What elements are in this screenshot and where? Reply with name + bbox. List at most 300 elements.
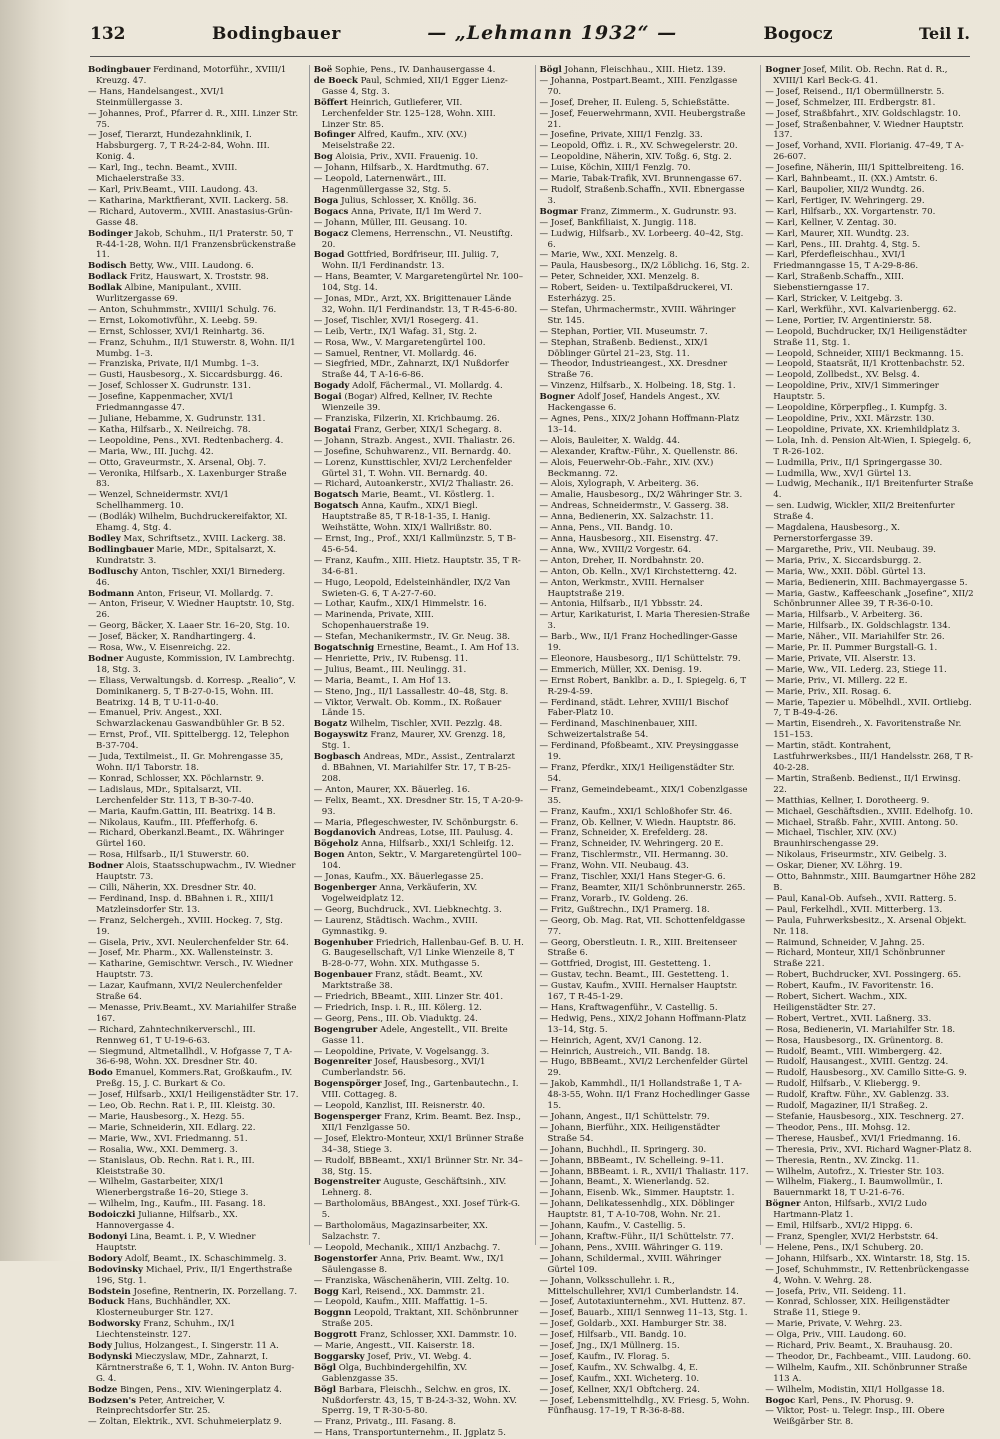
directory-entry (765, 479, 976, 501)
directory-entry (765, 359, 976, 370)
directory-entry (88, 370, 299, 381)
directory-entry (88, 1210, 299, 1232)
directory-entry (540, 807, 751, 818)
directory-entry (88, 643, 299, 654)
directory-entry (314, 687, 525, 698)
entry-details: Franz, Schuhm., IX/1 Liechtensteinstr. 127. (96, 1319, 236, 1341)
directory-entry (540, 174, 751, 185)
entry-details: — Richard, Autoankerstr., XVI/2 Thaliastr. 26. (313, 479, 514, 490)
entry-details: — Marie, Hilfsarb., IX. Goldschlagstr. 134. (765, 621, 951, 632)
entry-details: — Olga, Priv., VIII. Laudong. 60. (765, 1330, 907, 1341)
directory-entry (765, 818, 976, 829)
directory-entry (765, 120, 976, 142)
directory-entry (88, 381, 299, 392)
directory-entry (88, 981, 299, 1003)
directory-entry (88, 1101, 299, 1112)
directory-entry (765, 1057, 976, 1068)
entry-details: — Alois, Feuerwehr-Ob.-Fahr., XIV. (XV.) Beckmanng. 72. (539, 457, 714, 479)
directory-entry (540, 883, 751, 894)
directory-entry (765, 381, 976, 403)
entry-details: — Karl, Straßenb.Schaffn., XIII. Siebenstierngasse 17. (765, 272, 904, 294)
entry-details: — Leopoldine, Pens., XVI. Redtenbacherg. 4. (88, 435, 284, 446)
entry-details: — Marie, Angestt., VII. Kaiserstr. 18. (313, 1341, 475, 1352)
entry-details: — Rudolf, Hilfsarb., V. Kliebergg. 9. (765, 1079, 921, 1090)
directory-entry (88, 447, 299, 458)
entry-details: — Georg, Pens., III. Ob. Viaduktg. 24. (313, 1013, 478, 1024)
directory-entry (765, 414, 976, 425)
directory-entry (765, 981, 976, 992)
entry-details: — Anton, Werkmstr., XVIII. Hernalser Hauptstraße 219. (539, 577, 704, 599)
directory-entry (540, 185, 751, 207)
directory-entry (88, 1090, 299, 1101)
directory-entry (88, 1068, 299, 1090)
directory-entry (540, 1276, 751, 1298)
entry-details: — Josef, Tischler, XVI/1 Rosegerg. 41. (313, 315, 479, 326)
directory-entry (540, 828, 751, 839)
directory-entry (88, 87, 299, 109)
entry-details: — Leopold, Kanzlist, III. Reisnerstr. 40. (313, 1101, 486, 1112)
directory-entry (540, 785, 751, 807)
directory-entry (540, 1003, 751, 1014)
entry-details: — Gustav, techn. Beamt., III. Gestetteng. 1. (539, 970, 729, 981)
directory-entry (314, 785, 525, 796)
directory-entry (540, 599, 751, 610)
directory-entry (88, 163, 299, 185)
directory-entry (540, 490, 751, 501)
directory-entry (314, 163, 525, 174)
directory-entry (765, 501, 976, 523)
directory-entry (765, 992, 976, 1014)
directory-entry (765, 610, 976, 621)
entry-details: — Ludwig, Mechanik., II/1 Breitenfurter Straße 4. (765, 479, 974, 501)
directory-entry (765, 938, 976, 949)
directory-entry (540, 272, 751, 283)
entry-details: — Raimund, Schneider, V. Jahng. 25. (765, 937, 925, 948)
directory-entry (540, 141, 751, 152)
directory-entry (765, 196, 976, 207)
directory-entry (540, 1319, 751, 1330)
directory-entry (540, 163, 751, 174)
entry-details: — Josef, Elektro-Monteur, XXI/1 Brünner Straße 34–38, Stiege 3. (313, 1133, 524, 1155)
directory-entry (88, 567, 299, 589)
directory-entry (765, 741, 976, 774)
entry-details: — Viktor, Verwalt. Ob. Komm., IX. Roßauer Lände 15. (313, 697, 502, 719)
directory-entry (88, 469, 299, 491)
directory-entry (88, 1254, 299, 1265)
entry-details: — Richard, Monteur, XII/1 Schönbrunner Straße 221. (765, 948, 945, 970)
directory-entry (765, 872, 976, 894)
directory-entry (540, 229, 751, 251)
directory-entry (540, 327, 751, 338)
entry-surname: Bogbasch (313, 752, 361, 763)
directory-entry (88, 948, 299, 959)
header-title: — „Lehmann 1932“ — (427, 22, 678, 44)
entry-details: — Anton, Schuhmmstr., XVIII/1 Schulg. 76. (88, 304, 277, 315)
directory-entry (88, 807, 299, 818)
directory-entry (88, 774, 299, 785)
directory-entry (88, 938, 299, 949)
entry-surname: Bodner (88, 861, 124, 872)
entry-surname: de Boeck (313, 75, 358, 86)
entry-details: — Maria, Priv., X. Siccardsburgg. 2. (765, 555, 922, 566)
entry-details: — Johann, Buchhdl., II. Springerg. 30. (539, 1144, 707, 1155)
entry-details: — Maria, Ww., III. Juchg. 42. (88, 446, 214, 457)
entry-details: — Ernst, Ing., Prof., XXI/1 Kallmünzstr. 5, T B-45-6-54. (313, 533, 516, 555)
directory-entry (314, 665, 525, 676)
entry-details: — Marie, Priv., VI. Millerg. 22 E. (765, 675, 908, 686)
entry-details: — Franz, Schneider, X. Erefelderg. 28. (539, 828, 708, 839)
entry-details: — Steno, Jng., II/1 Lassallestr. 40–48, Stg. 8. (313, 686, 509, 697)
entry-details: — Josefine, Kappenmacher, XVI/1 Friedmanngasse 47. (88, 392, 234, 414)
entry-details: — Margarethe, Priv., VII. Neubaug. 39. (765, 544, 937, 555)
entry-surname: Bögner (765, 1199, 801, 1210)
entry-details: — Amalie, Hausbesorg., IX/2 Währinger Str. 3. (539, 490, 743, 501)
entry-details: — Laurenz, Städtisch. Wachm., XVIII. Gymnastikg. 9. (313, 915, 478, 937)
entry-details: — Helene, Pens., IX/1 Schuberg. 20. (765, 1242, 924, 1253)
directory-entry (88, 621, 299, 632)
directory-entry (765, 643, 976, 654)
directory-entry (540, 981, 751, 1003)
directory-entry (540, 1352, 751, 1363)
directory-entry (540, 916, 751, 938)
entry-details: — Johann, Pens., XVIII. Währinger G. 119. (539, 1242, 723, 1253)
entry-details: — Ernst, Prof., VII. Spittelbergg. 12, Telephon B-37-704. (88, 730, 290, 752)
directory-entry (765, 436, 976, 458)
directory-entry (314, 1101, 525, 1112)
entry-details: — Karl, Baupolier, XII/2 Wundtg. 26. (765, 184, 925, 195)
directory-entry (765, 1406, 976, 1428)
entry-details: — Michael, Geschäftsdien., XVIII. Edelhofg. 10. (765, 806, 973, 817)
entry-details: — (Bodlák) Wilhelm, Buchdruckereifaktor, XI. Ehamg. 4, Stg. 4. (88, 512, 288, 534)
entry-details: — Luise, Köchin, XIII/1 Fenzlg. 70. (539, 163, 691, 174)
directory-entry (765, 850, 976, 861)
directory-entry (765, 1145, 976, 1156)
entry-details: — Rosa, Hilfsarb., II/1 Stuwerstr. 60. (88, 850, 249, 861)
entry-details: — Viktor, Post- u. Telegr. Insp., III. Obere Weißgärber Str. 8. (765, 1406, 945, 1428)
entry-details: — Johann, Angest., II/1 Schüttelstr. 79. (539, 1112, 710, 1122)
directory-entry (540, 283, 751, 305)
entry-details: — Franz, Privatg., III. Fasang. 8. (313, 1417, 456, 1428)
entry-details: — Johann, Müller, III. Geusang. 10. (313, 217, 468, 228)
entry-details: — Artur, Karikaturist, I. Maria Theresien-Straße 3. (539, 610, 750, 632)
entry-details: — Siegfried, MDr., Zahnarzt, IX/1 Nußdorfer Straße 44, T A-16-6-86. (313, 359, 509, 381)
entry-details: — Josef, Schlosser X. Gudrunstr. 131. (88, 381, 251, 392)
directory-entry (88, 654, 299, 676)
directory-entry (540, 305, 751, 327)
entry-details: — Gustav, Kaufm., XVIII. Hernalser Hauptstr. 167, T R-45-1-29. (539, 981, 738, 1003)
entry-details: — Johann, BBBeamt., IV. Schelleing. 9–11. (539, 1155, 724, 1166)
directory-entry (314, 534, 525, 556)
directory-entry (314, 610, 525, 632)
columns-container (88, 65, 977, 1439)
entry-details: — Zoltan, Elektrik., XVI. Schuhmeierplatz 9. (88, 1417, 282, 1428)
entry-details: — Ferdinand, Insp. d. BBahnen i. R., XIII/1 Matzleinsdorfer Str. 13. (88, 893, 275, 915)
directory-entry (765, 621, 976, 632)
directory-entry (765, 523, 976, 545)
entry-details: — Samuel, Rentner, VI. Mollardg. 46. (313, 348, 477, 359)
directory-entry (540, 1363, 751, 1374)
entry-details: — Leopoldine, Private, V. Vogelsangg. 3. (313, 1046, 490, 1057)
directory-entry (88, 185, 299, 196)
directory-entry (88, 512, 299, 534)
directory-entry (765, 458, 976, 469)
entry-details: — Anton, Maurer, XX. Bäuerleg. 16. (313, 784, 471, 795)
entry-details: — Josefine, Private, XIII/1 Fenzlg. 33. (539, 130, 703, 141)
entry-details: — Friedrich, Insp. i. R., III. Kölerg. 12. (313, 1002, 482, 1013)
entry-details: — Leopoldine, Priv., XIV/1 Simmeringer Hauptstr. 5. (765, 381, 939, 403)
entry-details: — Fritz, Gußtrechn., IX/1 Pramerg. 18. (539, 904, 710, 915)
entry-details: — Wilhelm, Kaufm., XII. Schönbrunner Straße 113 A. (765, 1362, 968, 1384)
directory-entry (540, 1188, 751, 1199)
entry-details: — Johann, Strazb. Angest., XVII. Thaliastr. 26. (313, 435, 516, 446)
entry-details: Clemens, Herrenschn., VI. Neustiftg. 20. (321, 228, 513, 250)
entry-details: — Konrad, Schlosser, XX. Pöchlarnstr. 9. (88, 773, 264, 784)
entry-details: — Matthias, Kellner, I. Dorotheerg. 9. (765, 795, 930, 806)
directory-entry (540, 1221, 751, 1232)
directory-entry (540, 1308, 751, 1319)
directory-entry (314, 1287, 525, 1298)
entry-surname: Bögl (313, 1362, 337, 1373)
directory-entry (88, 392, 299, 414)
entry-details: — Rosa, Ww., V. Margaretengürtel 100. (313, 337, 486, 348)
entry-details: — Leopold, Buchdrucker, IX/1 Heiligenstädter Straße 11, Stg. 1. (765, 326, 967, 348)
directory-entry (88, 1319, 299, 1341)
entry-surname: Bodluschy (88, 566, 138, 577)
entry-surname: Bodisch (88, 261, 127, 272)
entry-surname: Bogai (313, 392, 342, 403)
directory-entry (540, 512, 751, 523)
entry-details: — Franz, Pferdkr., XIX/1 Heiligenstädter Str. 54. (539, 763, 735, 784)
directory-entry (314, 152, 525, 163)
entry-details: Emanuel, Kommers.Rat, Großkaufm., IV. Preßg. 15, J. C. Burkart & Co. (96, 1068, 293, 1090)
entry-details: Heinrich, Gutlieferer, VII. Lerchenfelder Str. 125–128, Wohn. XIII. Linzer Str. 85. (321, 97, 496, 130)
directory-entry (314, 338, 525, 349)
directory-entry (540, 1385, 751, 1396)
directory-entry (540, 763, 751, 785)
entry-details: — Franziska, Private, II/1 Mumbg. 1–3. (88, 359, 259, 370)
directory-entry (314, 643, 525, 654)
directory-entry (540, 905, 751, 916)
directory-entry (314, 1276, 525, 1287)
directory-entry (765, 632, 976, 643)
directory-entry (314, 327, 525, 338)
directory-entry (540, 338, 751, 360)
directory-entry (765, 174, 976, 185)
directory-entry (88, 490, 299, 512)
directory-entry (540, 76, 751, 98)
entry-details: — Franz, Gemeindebeamt., XIX/1 Cobenzlgasse 35. (539, 784, 748, 806)
entry-details: — Josef, Lebensmittelhdlg., XV. Friesg. 5, Wohn. Fünfhausg. 17–19, T R-36-8-88. (539, 1395, 750, 1417)
entry-details: — Nikolaus, Kaufm., III. Pfefferhofg. 6. (88, 817, 258, 828)
entry-details: Gottfried, Bordfriseur, III. Juliig. 7, Wohn. II/1 Ferdinandstr. 13. (321, 250, 499, 272)
entry-details: — Josef, Schuhmmstr., IV. Rettenbrückengasse 4, Wohn. V. Wehrg. 28. (765, 1264, 969, 1286)
directory-entry (540, 1123, 751, 1145)
entry-details: — Josef, Bankfiliaist, X. Jungig. 118. (539, 217, 697, 228)
entry-details: Alois, Staatsschupwachm., IV. Wiedner Hauptstr. 73. (96, 861, 296, 883)
directory-entry (540, 359, 751, 381)
directory-entry (765, 1243, 976, 1254)
entry-details: — Wenzel, Schneidermstr. XVI/1 Schellhammerg. 10. (88, 490, 229, 512)
entry-details: — Martin, städt. Kontrahent, Lastfuhrwerksbes., III/1 Handelsstr. 268, T R-40-2-28. (765, 741, 974, 773)
directory-entry (314, 98, 525, 131)
entry-surname: Bodynski (88, 1351, 133, 1362)
entry-details: Anna, Private, II/1 Im Werd 7. (351, 206, 482, 217)
directory-entry (88, 436, 299, 447)
directory-entry (88, 828, 299, 850)
directory-entry (88, 916, 299, 938)
entry-details: — Rosa, Ww., V. Eisenreichg. 22. (88, 643, 231, 654)
entry-details: — Karl, Werkführ., XVI. Kalvarienbergg. 62. (765, 304, 957, 315)
entry-details: — Georg, Oberstleutn. I. R., XIII. Breitenseer Straße 6. (539, 937, 737, 959)
directory-entry (314, 414, 525, 425)
directory-entry (540, 1297, 751, 1308)
directory-entry (765, 654, 976, 665)
directory-entry (88, 1123, 299, 1134)
entry-details: — Franziska, Filzerin, XI. Krichbaumg. 26. (313, 414, 500, 424)
entry-details: — Johann, Kraftw.-Führ., II/1 Schüttelstr. 77. (539, 1231, 734, 1242)
directory-entry (765, 1199, 976, 1221)
entry-details: — Lorenz, Kunsttischler, XVI/2 Lerchenfelder Gürtel 31, T. Wohn. VII. Bernardg. 40. (313, 457, 512, 479)
directory-entry (88, 1025, 299, 1047)
directory-entry (540, 970, 751, 981)
directory-entry (540, 392, 751, 414)
entry-details: Franz, Zimmerm., X. Gudrunstr. 93. (580, 206, 737, 217)
entry-details: Julius, Schlosser, X. Knöllg. 36. (341, 195, 477, 206)
entry-details: — Richard, Oberkanzl.Beamt., IX. Währinger Gürtel 160. (88, 828, 284, 850)
directory-entry (765, 163, 976, 174)
directory-entry (314, 632, 525, 643)
directory-entry (540, 479, 751, 490)
directory-entry (88, 1112, 299, 1123)
entry-surname: Bögl (539, 65, 562, 75)
directory-entry (765, 567, 976, 578)
directory-entry (88, 109, 299, 131)
entry-details: Fritz, Hauswart, X. Troststr. 98. (129, 272, 269, 283)
entry-details: — Katharine, Gemischtwr. Versch., IV. Wiedner Hauptstr. 73. (88, 959, 293, 981)
directory-entry (88, 676, 299, 709)
entry-details: — Lola, Inh. d. Pension Alt-Wien, I. Spiegelg. 6, T R-26-102. (765, 435, 972, 457)
directory-entry (314, 196, 525, 207)
entry-details: — Siegmund, Altmetallhdl., V. Hofgasse 7, T A-36-6-98, Wohn. XX. Dresdner Str. 40. (88, 1046, 293, 1068)
directory-entry (314, 1385, 525, 1418)
directory-entry (314, 130, 525, 152)
entry-surname: Bogner (765, 65, 801, 75)
directory-entry (540, 207, 751, 218)
directory-entry (314, 916, 525, 938)
entry-surname: Bodlingbauer (88, 544, 154, 555)
directory-entry (765, 305, 976, 316)
entry-details: — Leopold, Offiz. i. R., XV. Schwegelerstr. 20. (539, 141, 738, 152)
directory-entry (765, 1014, 976, 1025)
entry-details: — Lene, Portier, IV. Argentinierstr. 58. (765, 315, 932, 326)
column-2 (309, 65, 525, 1439)
entry-details: — Wilhelm, Fiakerg., I. Baumwollmür., I. Bauernmarkt 18, T U-21-6-76. (765, 1177, 943, 1199)
entry-details: Franz, Krim. Beamt. Bez. Insp., XII/1 Fenzlgasse 50. (321, 1112, 521, 1133)
entry-details: — Maria, Kaufm.Gattin, III. Beatrixg. 14 B. (88, 806, 276, 817)
directory-entry (314, 992, 525, 1003)
entry-details: Leopold, Traktant, XII. Schönbrunner Straße 205. (321, 1308, 519, 1330)
directory-entry (765, 807, 976, 818)
entry-details: Anna, Priv. Beamt. Ww., IX/1 Säulengasse 8. (321, 1253, 505, 1275)
entry-details: Anton, Sektr., V. Margaretengürtel 100–104. (321, 850, 522, 872)
entry-surname: Bogoc (765, 1395, 796, 1406)
entry-details: — Hans, Transportunternehm., II. Jgplatz 5. (313, 1428, 506, 1439)
directory-entry (88, 338, 299, 360)
directory-entry (765, 1068, 976, 1079)
directory-entry (314, 1352, 525, 1363)
directory-entry (765, 1134, 976, 1145)
directory-entry (314, 730, 525, 752)
entry-details: Josef, Priv., VI. Webg. 4. (367, 1351, 472, 1362)
directory-entry (540, 545, 751, 556)
directory-entry (314, 1112, 525, 1134)
directory-entry (540, 959, 751, 970)
directory-entry (88, 261, 299, 272)
header-first-name: Bodingbauer (211, 24, 341, 44)
directory-entry (540, 894, 751, 905)
entry-details: Olga, Buchbindergehilfin, XV. Gablenzgasse 35. (321, 1362, 468, 1384)
entry-details: Johann, Fleischhau., XIII. Hietz. 139. (564, 65, 726, 75)
entry-details: — Hans, Beamter, V. Margaretengürtel Nr. 100–104, Stg. 14. (313, 272, 524, 294)
entry-details: Andreas, Lotse, III. Paulusg. 4. (378, 828, 514, 839)
entry-details: — Hans, Kraftwagenführ., V. Castellig. 5. (539, 1002, 718, 1013)
entry-details: — Theresia, Priv., XVI. Richard Wagner-Platz 8. (765, 1144, 972, 1155)
directory-entry (765, 1385, 976, 1396)
entry-details: — Therese, Hausbef., XVI/1 Friedmanng. 16. (765, 1133, 961, 1144)
directory-entry (765, 327, 976, 349)
entry-details: — Karl, Hilfsarb., XX. Vorgartenstr. 70. (765, 206, 936, 217)
entry-details: — Martin, Eisendreh., X. Favoritenstraße Nr. 151–153. (765, 719, 962, 741)
entry-details: — Anna, Ww., XVIII/2 Vorgestr. 64. (539, 544, 692, 555)
directory-entry (765, 578, 976, 589)
directory-entry (88, 752, 299, 774)
entry-details: — Josefa, Priv., VII. Seideng. 11. (765, 1286, 907, 1297)
entry-details: — Johann, Hilfsarb., XX. Wintarstr. 18, Stg. 15. (765, 1253, 971, 1264)
entry-details: — Josefine, Näherin, III/1 Spittelbreiteng. 16. (765, 163, 964, 174)
directory-entry (540, 1243, 751, 1254)
entry-details: — Josef, Schmelzer, III. Erdbergstr. 81. (765, 97, 936, 108)
entry-surname: Boggnn (313, 1308, 352, 1319)
directory-entry (88, 1232, 299, 1254)
directory-entry (765, 1352, 976, 1363)
entry-details: — Rudolf, Hausbesorg., XV. Camillo Sitte-G. 9. (765, 1068, 967, 1079)
directory-entry (540, 665, 751, 676)
entry-details: — Hugo, Leopold, Edelsteinhändler, IX/2 Van Swieten-G. 6, T A-27-7-60. (313, 577, 511, 599)
entry-details: — Felix, Beamt., XX. Dresdner Str. 15, T A-20-9-93. (313, 795, 524, 817)
entry-details: — Ludmilla, Ww., XV/1 Gürtel 13. (765, 468, 912, 479)
directory-entry (540, 1177, 751, 1188)
directory-entry (314, 1079, 525, 1101)
entry-details: — Anton, Ob. Kelln., XV/1 Kirchstetterng. 42. (539, 566, 737, 577)
directory-entry (314, 883, 525, 905)
directory-entry (314, 229, 525, 251)
directory-entry (314, 1363, 525, 1385)
directory-entry (540, 1199, 751, 1221)
directory-entry (765, 1287, 976, 1298)
entry-surname: Bodze (88, 1384, 118, 1395)
entry-details: — Hans, Handelsangest., XVI/1 Steinmüllergasse 3. (88, 86, 225, 108)
directory-entry (314, 76, 525, 98)
entry-surname: Bofinger (313, 130, 356, 141)
entry-details: — Karl, Kellner, V. Zentag. 30. (765, 217, 897, 228)
directory-entry (765, 240, 976, 251)
entry-surname: Bodoiczki (88, 1210, 136, 1221)
entry-details: — Vinzenz, Hilfsarb., X. Holbeing. 18, Stg. 1. (539, 381, 736, 392)
directory-entry (314, 578, 525, 600)
entry-surname: Boggarsky (313, 1351, 365, 1362)
entry-details: Adolf Josef, Handels Angest., XV. Hackengasse 6. (547, 392, 721, 414)
entry-details: — Leopoldine, Private, XX. Kriemhildplatz 3. (765, 424, 960, 435)
